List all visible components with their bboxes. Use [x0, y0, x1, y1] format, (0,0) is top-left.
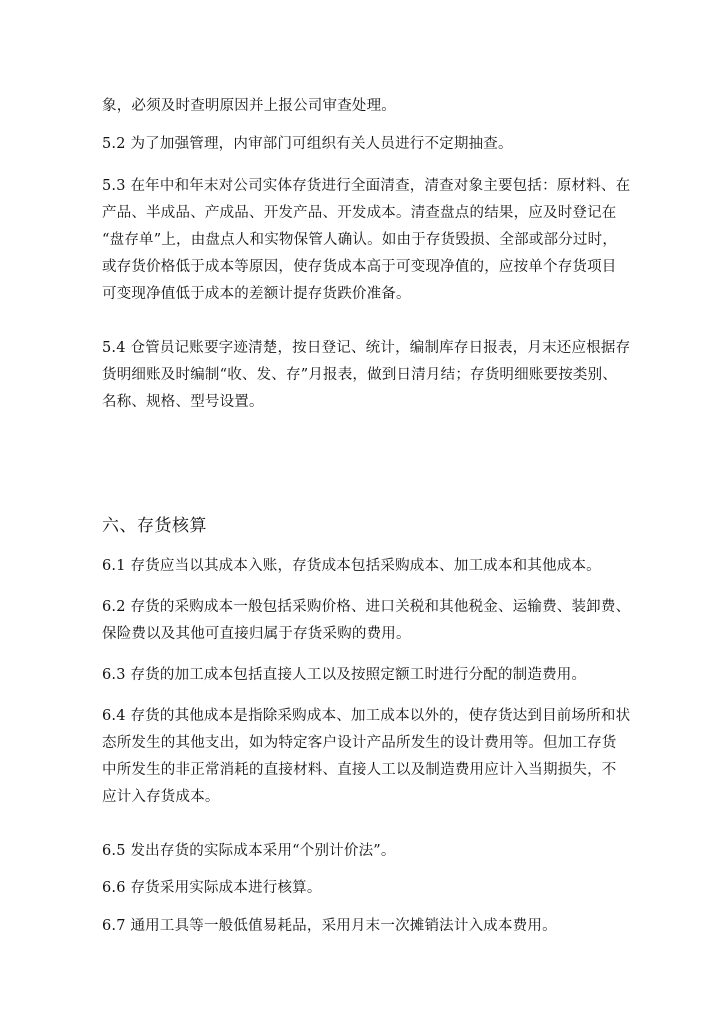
text-line: 保险费以及其他可直接归属于存货采购的费用。 — [102, 626, 411, 642]
text-line: 或存货价格低于成本等原因，使存货成本高于可变现净值的，应按单个存货项目 — [102, 259, 617, 275]
text-line: 名称、规格、型号设置。 — [102, 394, 264, 410]
text-line: “盘存单”上，由盘点人和实物保管人确认。如由于存货毁损、全部或部分过时， — [102, 232, 618, 248]
paragraph-6-3 — [102, 662, 622, 689]
text-line: 6.5 发出存货的实际成本采用“个别计价法”。 — [102, 843, 396, 859]
paragraph-6-4 — [102, 703, 631, 811]
text-line: 6.1 存货应当以其成本入账，存货成本包括采购成本、加工成本和其他成本。 — [102, 558, 601, 574]
text-line: 5.2 为了加强管理，内审部门可组织有关人员进行不定期抽查。 — [102, 136, 513, 152]
text-line: 6.2 存货的采购成本一般包括采购价格、进口关税和其他税金、运输费、装卸费、 — [102, 599, 631, 615]
text-line: 6.6 存货采用实际成本进行核算。 — [102, 880, 322, 896]
text-line: 货明细账及时编制“收、发、存”月报表，做到日清月结；存货明细账要按类别、 — [102, 367, 618, 383]
paragraph-6-1 — [102, 553, 622, 580]
text-line: 中所发生的非正常消耗的直接材料、直接人工以及制造费用应计入当期损失，不 — [102, 762, 617, 778]
text-line: 6.3 存货的加工成本包括直接人工以及按照定额工时进行分配的制造费用。 — [102, 667, 587, 683]
paragraph-5-2 — [102, 131, 622, 158]
text-line: 5.3 在年中和年末对公司实体存货进行全面清查，清查对象主要包括：原材料、在 — [102, 178, 631, 194]
paragraph-6-7 — [102, 913, 622, 940]
section-heading: 六、存货核算 — [102, 516, 207, 536]
paragraph-5-continuation — [102, 93, 622, 120]
paragraph-6-2 — [102, 594, 631, 648]
text-line: 5.4 仓管员记账要字迹清楚，按日登记、统计，编制库存日报表，月末还应根据存 — [102, 340, 631, 356]
text-line: 可变现净值低于成本的差额计提存货跌价准备。 — [102, 286, 411, 302]
text-line: 应计入存货成本。 — [102, 789, 220, 805]
text-line: 态所发生的其他支出，如为特定客户设计产品所发生的设计费用等。但加工存货 — [102, 735, 617, 751]
paragraph-6-6 — [102, 875, 622, 902]
text-line: 6.7 通用工具等一般低值易耗品，采用月末一次摊销法计入成本费用。 — [102, 918, 557, 934]
text-line: 6.4 存货的其他成本是指除采购成本、加工成本以外的，使存货达到目前场所和状 — [102, 708, 631, 724]
paragraph-6-5 — [102, 838, 622, 865]
text-line: 象，必须及时查明原因并上报公司审查处理。 — [102, 98, 396, 114]
paragraph-5-4 — [102, 335, 631, 416]
paragraph-5-3 — [102, 173, 631, 308]
text-line: 产品、半成品、产成品、开发产品、开发成本。清查盘点的结果，应及时登记在 — [102, 205, 617, 221]
